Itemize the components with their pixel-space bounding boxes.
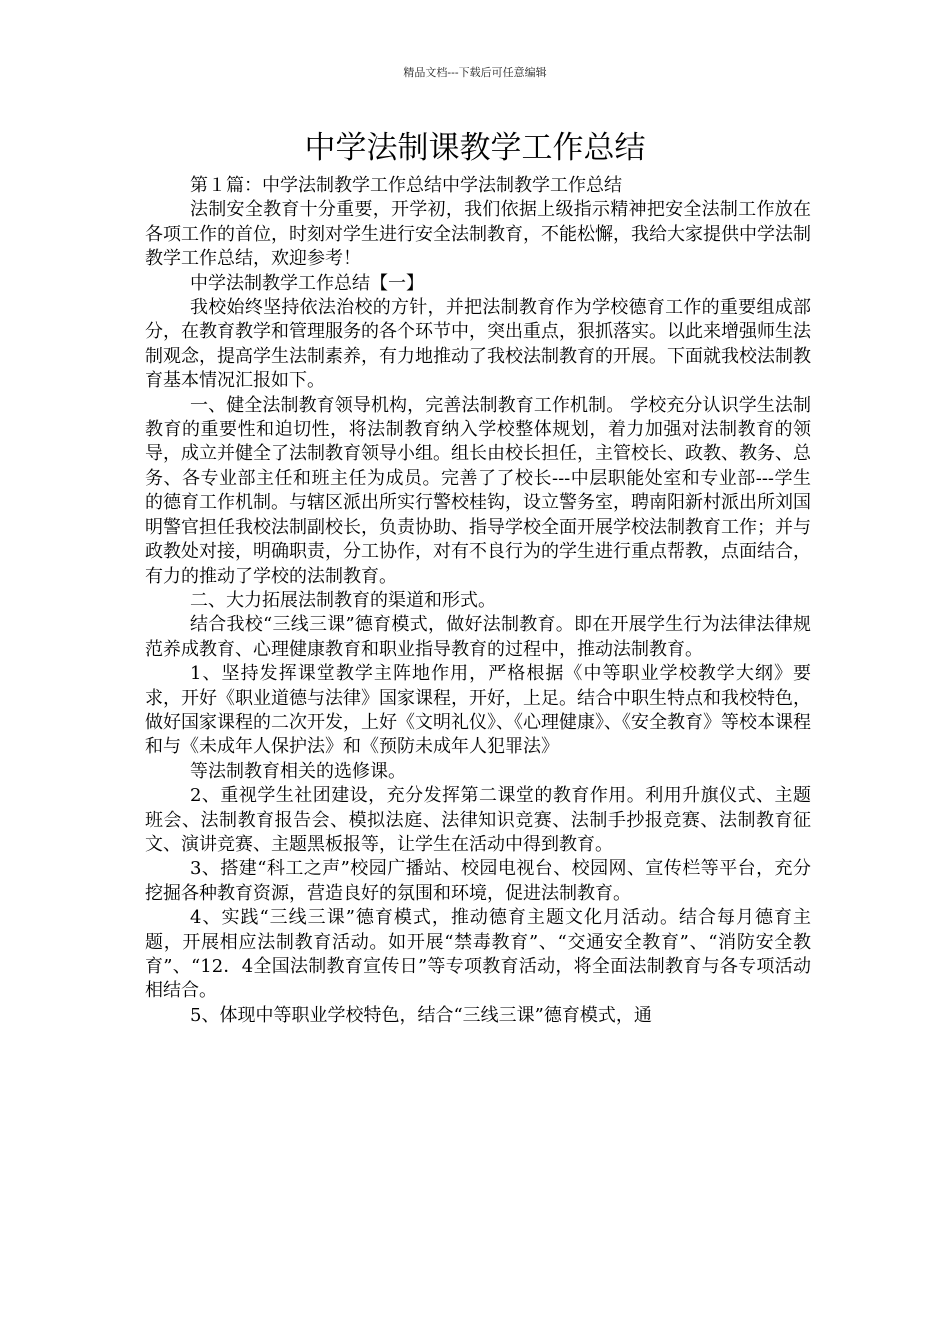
paragraph: 5、体现中等职业学校特色，结合“三线三课”德育模式，通 <box>190 1004 652 1026</box>
document-body <box>145 174 811 1028</box>
paragraph-heading: 第１篇：中学法制教学工作总结中学法制教学工作总结 <box>190 175 622 196</box>
paragraph: 结合我校“三线三课”德育模式，做好法制教育。即在开展学生行为法律法律规范养成教育、心理健康教育和职业指导教育的过程中，推动法制教育。 <box>145 614 811 660</box>
paragraph: 4、实践“三线三课”德育模式，推动德育主题文化月活动。结合每月德育主题，开展相应法制教育活动。如开展“禁毒教育”、“交通安全教育”、“消防安全教育”、“12．4全国法制教育宣传日”等专项教育活动，将全面法制教育与各专项活动相结合。 <box>145 907 811 1002</box>
paragraph: 二、大力拓展法制教育的渠道和形式。 <box>190 589 496 611</box>
paragraph: 3、搭建“科工之声”校园广播站、校园电视台、校园网、宣传栏等平台，充分挖掘各种教育资源，营造良好的氛围和环境，促进法制教育。 <box>145 858 811 904</box>
document-title: 中学法制课教学工作总结 <box>304 130 646 166</box>
paragraph-section-title: 中学法制教学工作总结【一】 <box>190 272 424 294</box>
paragraph: 一、健全法制教育领导机构，完善法制教育工作机制。 学校充分认识学生法制教育的重要性和迫切性，将法制教育纳入学校整体规划，着力加强对法制教育的领导，成立并健全了法制教育领导小组。组长由校长担任，主管校长、政教、教务、总务、各专业部主任和班主任为成员。完善了了校长---中层职能处室和专业部---学生的德育工作机制。与辖区派出所实行警校桂钩，设立警务室，聘南阳新村派出所刘国明警官担任我校法制副校长，负责协助、指导学校全面开展学校法制教育工作；并与政教处对接，明确职责，分工协作，对有不良行为的学生进行重点帮教，点面结合，有力的推动了学校的法制教育。 <box>145 394 811 587</box>
paragraph: 我校始终坚持依法治校的方针，并把法制教育作为学校德育工作的重要组成部分，在教育教学和管理服务的各个环节中，突出重点，狠抓落实。以此来增强师生法制观念，提高学生法制素养，有力地推动了我校法制教育的开展。下面就我校法制教育基本情况汇报如下。 <box>145 297 811 392</box>
header-note: 精品文档---下载后可任意编辑 <box>403 66 547 79</box>
paragraph: 1、坚持发挥课堂教学主阵地作用，严格根据《中等职业学校教学大纲》要求，开好《职业道德与法律》国家课程，开好，上足。结合中职生特点和我校特色，做好国家课程的二次开发，上好《文明礼仪》、《心理健康》、《安全教育》等校本课程和与《未成年人保护法》和《预防未成年人犯罪法》 <box>145 663 811 758</box>
paragraph-intro: 法制安全教育十分重要，开学初，我们依据上级指示精神把安全法制工作放在各项工作的首位，时刻对学生进行安全法制教育，不能松懈，我给大家提供中学法制教学工作总结，欢迎参考！ <box>145 199 811 270</box>
paragraph: 等法制教育相关的选修课。 <box>190 760 406 782</box>
paragraph: 2、重视学生社团建设，充分发挥第二课堂的教育作用。利用升旗仪式、主题班会、法制教育报告会、模拟法庭、法律知识竞赛、法制手抄报竞赛、法制教育征文、演讲竞赛、主题黑板报等，让学生在活动中得到教育。 <box>145 785 811 855</box>
